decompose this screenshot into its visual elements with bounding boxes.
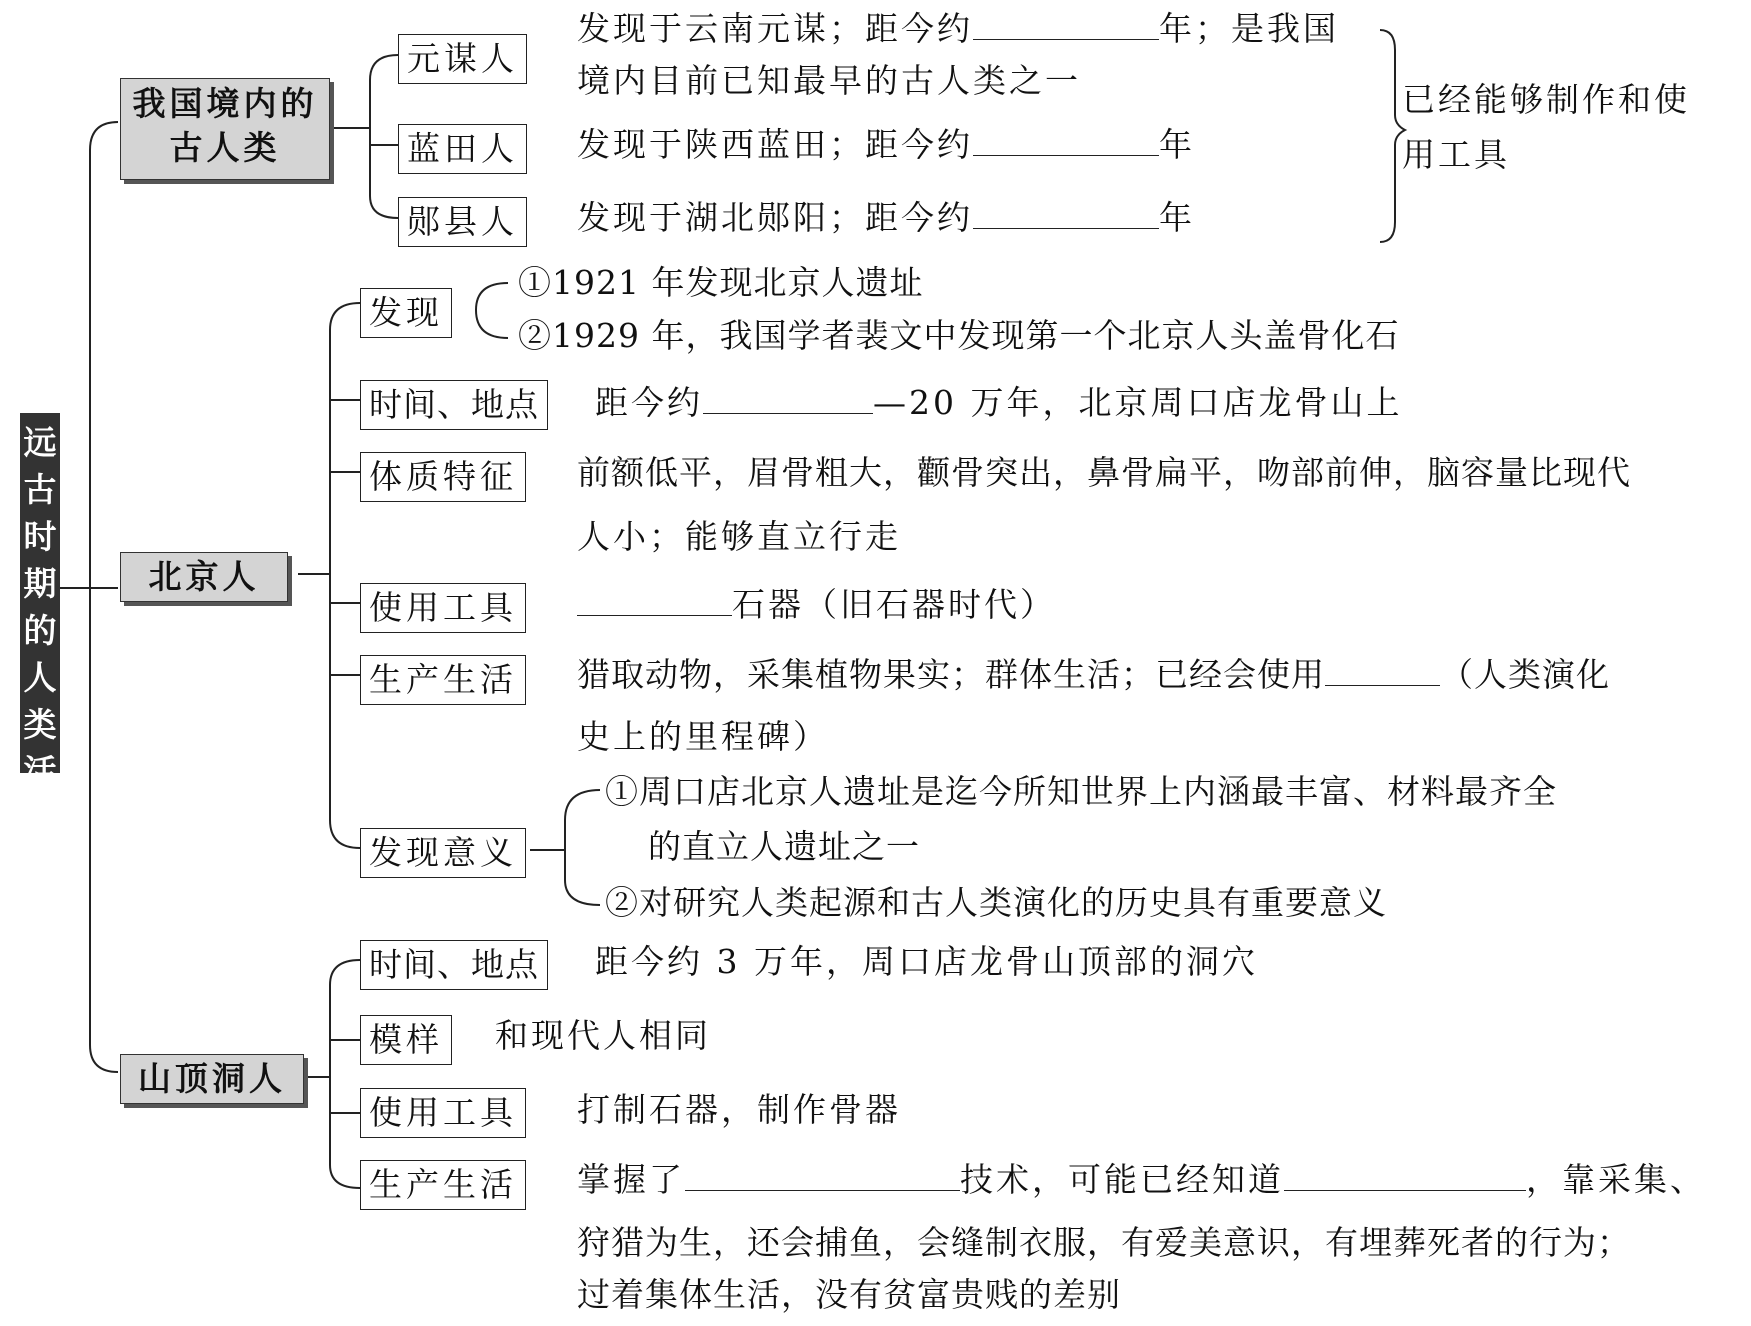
- root-trunk: [90, 122, 118, 1072]
- peking-life-text-a: 猎取动物，采集植物果实；群体生活；已经会使用: [577, 655, 1325, 694]
- cave-life-text-a: 掌握了: [577, 1160, 685, 1199]
- physical-line1: 前额低平，眉骨粗大，颧骨突出，鼻骨扁平，吻部前伸，脑容量比现代: [577, 453, 1631, 492]
- peking-life-line1: [577, 650, 1610, 700]
- yuanmou-text-a: 发现于云南元谋；距今约: [577, 9, 973, 48]
- discovery-item2: ②1929 年，我国学者裴文中发现第一个北京人头盖骨化石: [518, 316, 1400, 355]
- yunxian-line: [577, 193, 1195, 243]
- root-title-char: 远: [23, 423, 57, 462]
- root-title-char: 活: [23, 752, 57, 791]
- node-yunxian: 郧县人: [398, 197, 527, 247]
- yuanmou-text-b: 年；是我国: [1159, 9, 1339, 48]
- node-cave-appearance: 模样: [360, 1015, 452, 1065]
- root-title-char: 时: [23, 517, 57, 556]
- root-title: [20, 413, 60, 838]
- node-significance: 发现意义: [360, 828, 526, 878]
- cave-tools-text: 打制石器，制作骨器: [577, 1090, 901, 1129]
- shared-trait-line1: 已经能够制作和使: [1402, 80, 1690, 119]
- peking-ticks: [330, 400, 360, 675]
- node-lantian: 蓝田人: [398, 124, 527, 174]
- root-title-char: 期: [23, 564, 57, 603]
- node-cave-time-place: 时间、地点: [360, 940, 548, 990]
- cave-life-line2: 狩猎为生，还会捕鱼，会缝制衣服，有爱美意识，有埋葬死者的行为；: [577, 1223, 1631, 1262]
- lantian-line: [577, 120, 1195, 170]
- node-yuanmou: 元谋人: [398, 34, 527, 84]
- branch-upper-cave: 山顶洞人: [120, 1054, 304, 1104]
- yunxian-text-a: 发现于湖北郧阳；距今约: [577, 198, 973, 237]
- cave-life-line1: [577, 1155, 1706, 1205]
- shared-trait-line2: 用工具: [1402, 135, 1510, 174]
- node-discovery: 发现: [360, 288, 452, 338]
- peking-trunk: [330, 303, 360, 848]
- answer-blank[interactable]: [1325, 659, 1440, 686]
- node-peking-tools: 使用工具: [360, 583, 526, 633]
- yuanmou-line2: 境内目前已知最早的古人类之一: [577, 61, 1081, 100]
- answer-blank[interactable]: [973, 129, 1159, 156]
- discovery-brace: [476, 283, 508, 338]
- peking-tools-text: 石器（旧石器时代）: [732, 585, 1056, 624]
- root-title-char: 人: [23, 658, 57, 697]
- cave-ticks: [330, 1040, 360, 1113]
- yunxian-text-b: 年: [1159, 198, 1195, 237]
- root-title-char: 的: [23, 611, 57, 650]
- lantian-text-a: 发现于陕西蓝田；距今约: [577, 125, 973, 164]
- significance-item1-line1: ①周口店北京人遗址是迄今所知世界上内涵最丰富、材料最齐全: [605, 772, 1557, 811]
- answer-blank[interactable]: [1284, 1164, 1526, 1191]
- root-title-char: 古: [23, 470, 57, 509]
- ancient-trunk: [370, 55, 398, 218]
- answer-blank[interactable]: [973, 202, 1159, 229]
- branch-ancient-label-line1: 我国境内的: [132, 84, 318, 123]
- cave-appearance-text: 和现代人相同: [495, 1016, 711, 1055]
- cave-time-place-text: 距今约 3 万年，周口店龙骨山顶部的洞穴: [595, 942, 1258, 981]
- branch-ancient-humans: [120, 78, 330, 180]
- physical-line2: 人小；能够直立行走: [577, 517, 901, 556]
- cave-life-text-b: 技术，可能已经知道: [960, 1160, 1284, 1199]
- significance-brace: [565, 790, 600, 905]
- answer-blank[interactable]: [685, 1164, 960, 1191]
- significance-item2: ②对研究人类起源和古人类演化的历史具有重要意义: [605, 883, 1387, 922]
- node-peking-life: 生产生活: [360, 655, 526, 705]
- significance-item1-line2: 的直立人遗址之一: [648, 827, 920, 866]
- answer-blank[interactable]: [577, 589, 732, 616]
- branch-ancient-label-line2: 古人类: [169, 128, 281, 167]
- branch-peking-man: 北京人: [120, 552, 288, 602]
- lantian-text-b: 年: [1159, 125, 1195, 164]
- node-cave-life: 生产生活: [360, 1160, 526, 1210]
- yuanmou-line1: [577, 4, 1339, 54]
- answer-blank[interactable]: [703, 387, 873, 414]
- peking-tools-line: [577, 580, 1056, 630]
- node-physical-traits: 体质特征: [360, 452, 526, 502]
- cave-trunk: [330, 960, 360, 1188]
- cave-life-text-c: ，靠采集、: [1526, 1160, 1706, 1199]
- peking-life-line2: 史上的里程碑）: [577, 717, 829, 756]
- node-cave-tools: 使用工具: [360, 1088, 526, 1138]
- node-time-place: 时间、地点: [360, 380, 548, 430]
- time-place-text-b: —20 万年，北京周口店龙骨山上: [873, 383, 1403, 422]
- discovery-item1: ①1921 年发现北京人遗址: [518, 263, 924, 302]
- cave-life-line3: 过着集体生活，没有贫富贵贱的差别: [577, 1275, 1121, 1314]
- root-title-char: 类: [23, 705, 57, 744]
- peking-life-text-b: （人类演化: [1440, 655, 1610, 694]
- time-place-text-a: 距今约: [595, 383, 703, 422]
- root-title-char: 动: [23, 799, 57, 838]
- time-place-line: [595, 378, 1402, 428]
- answer-blank[interactable]: [973, 13, 1159, 40]
